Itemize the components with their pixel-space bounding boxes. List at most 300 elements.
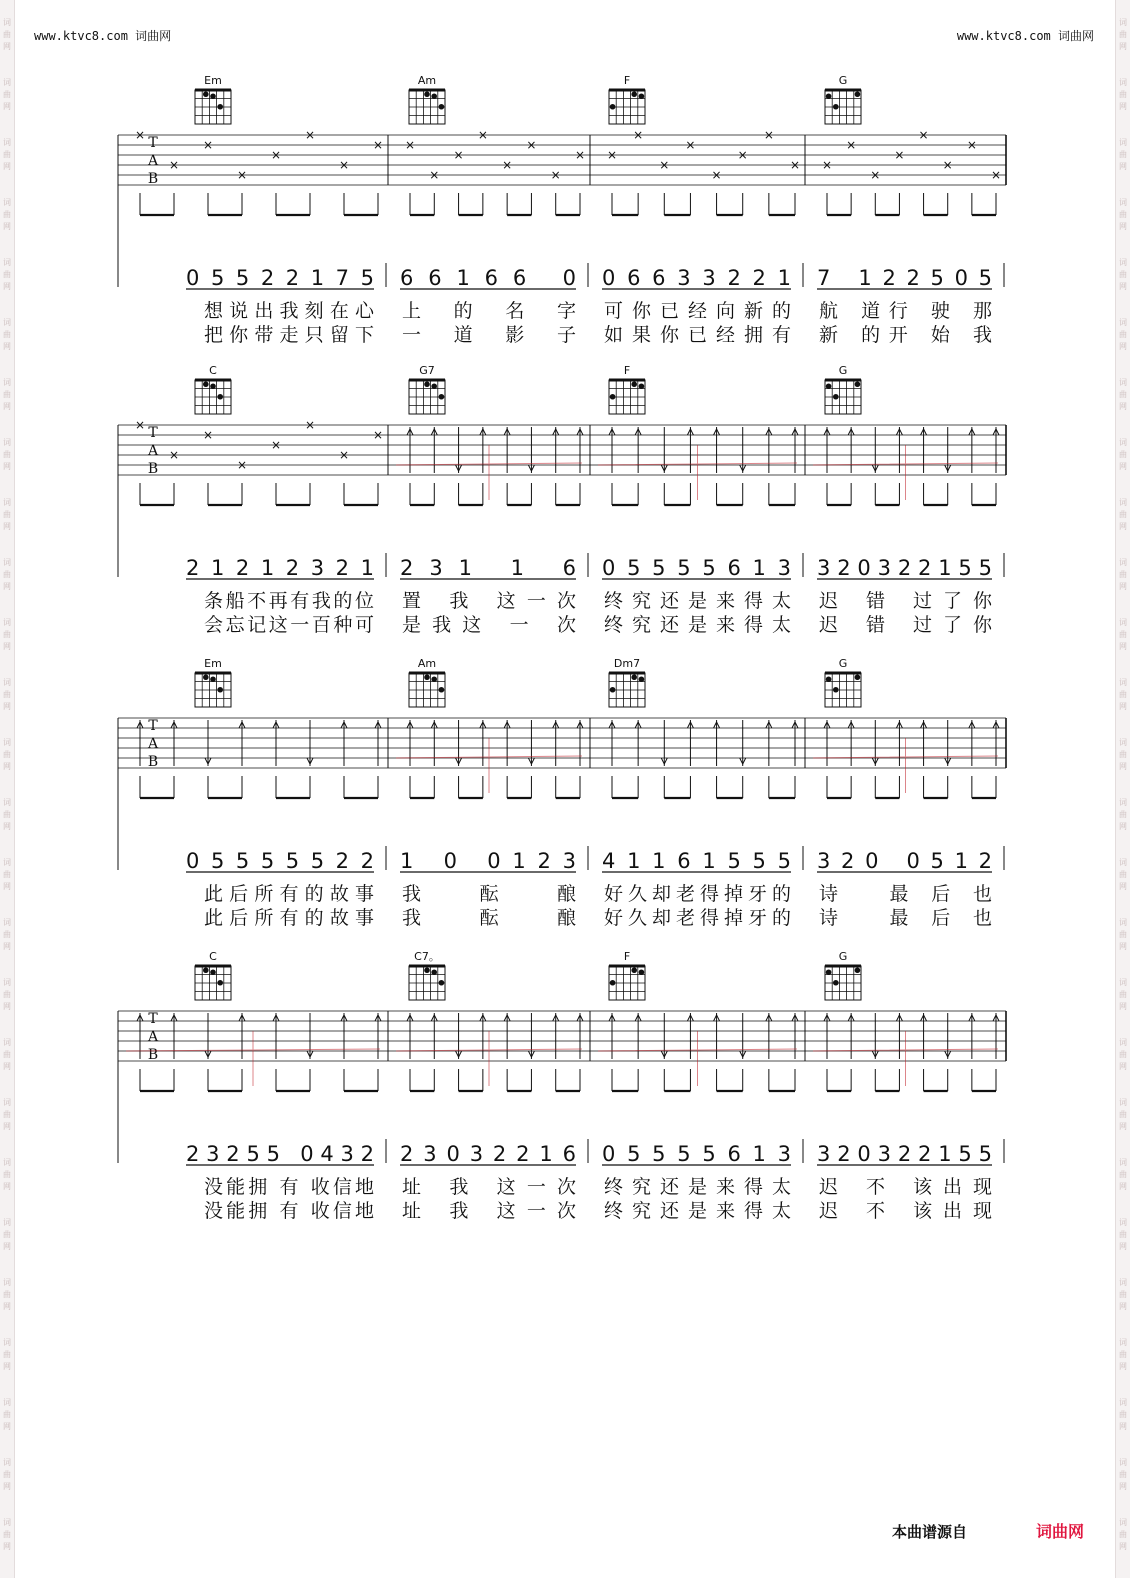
watermark-glyph: 曲: [3, 750, 11, 759]
chord-finger-dot: [203, 91, 209, 97]
chord-finger-dot: [826, 383, 832, 389]
tab-note-x: ×: [202, 138, 214, 152]
watermark-glyph: 词: [3, 1218, 11, 1227]
chord-finger-dot: [631, 967, 637, 973]
lyric-line-1: 可你已经向新的: [604, 300, 791, 322]
tab-note-x: ×: [659, 158, 670, 172]
lyric-line-2: 迟 错 过了你: [819, 614, 992, 636]
chord-name: C7。: [414, 950, 440, 963]
lyric-line-2: 把你带走只留下: [204, 324, 374, 346]
watermark-glyph: 网: [1119, 1422, 1127, 1431]
watermark-glyph: 词: [1119, 738, 1127, 747]
watermark-glyph: 网: [1119, 1542, 1127, 1551]
watermark-glyph: 词: [3, 738, 11, 747]
watermark-glyph: 网: [3, 762, 11, 771]
lyric-line-2: 好久却老得掉牙的: [604, 907, 791, 929]
watermark-glyph: 词: [3, 918, 11, 927]
watermark-glyph: 曲: [1119, 510, 1127, 519]
chord-finger-dot: [210, 383, 216, 389]
watermark-glyph: 网: [1119, 1062, 1127, 1071]
watermark-glyph: 网: [3, 222, 11, 231]
watermark-glyph: 词: [3, 1338, 11, 1347]
watermark-glyph: 曲: [3, 1230, 11, 1239]
tab-note-x: ×: [168, 448, 180, 462]
watermark-glyph: 网: [3, 102, 11, 111]
chord-name: G: [838, 657, 848, 670]
watermark-glyph: 网: [3, 1362, 11, 1371]
lyric-line-1: 没能拥 有 收信地: [204, 1176, 374, 1198]
watermark-glyph: 词: [3, 378, 11, 387]
watermark-glyph: 网: [3, 702, 11, 711]
tab-note-x: ×: [168, 158, 180, 172]
watermark-glyph: 网: [1119, 882, 1127, 891]
watermark-glyph: 曲: [3, 1290, 11, 1299]
tab-note-x: ×: [966, 138, 977, 152]
chord-finger-dot: [610, 104, 616, 110]
jianpu-measure-numbers: 05555613: [602, 1142, 791, 1166]
watermark-glyph: 曲: [1119, 930, 1127, 939]
watermark-glyph: 曲: [3, 90, 11, 99]
tab-note-x: ×: [574, 148, 586, 162]
watermark-glyph: 网: [3, 462, 11, 471]
lyric-line-2: 如果你已经拥有: [604, 324, 791, 346]
watermark-glyph: 曲: [1119, 90, 1127, 99]
watermark-glyph: 曲: [3, 930, 11, 939]
watermark-glyph: 网: [1119, 642, 1127, 651]
chord-finger-dot: [431, 969, 437, 975]
watermark-glyph: 网: [3, 642, 11, 651]
watermark-glyph: 词: [1119, 978, 1127, 987]
lyric-line-1: 迟 错 过了你: [819, 590, 992, 612]
watermark-glyph: 网: [1119, 402, 1127, 411]
watermark-glyph: 词: [1119, 78, 1127, 87]
chord-name: G: [838, 364, 848, 377]
watermark-glyph: 网: [3, 1482, 11, 1491]
jianpu-measure-numbers: 320322155: [817, 1142, 992, 1166]
system-4: [118, 950, 1006, 1222]
jianpu-measure-numbers: 7 122505: [817, 266, 992, 290]
tab-note-x: ×: [990, 168, 1002, 182]
chord-finger-dot: [424, 674, 430, 680]
watermark-glyph: 网: [1119, 1002, 1127, 1011]
watermark-glyph: 词: [1119, 858, 1127, 867]
tab-note-x: ×: [134, 418, 146, 432]
watermark-glyph: 曲: [1119, 30, 1127, 39]
watermark-glyph: 曲: [1119, 810, 1127, 819]
chord-finger-dot: [826, 969, 832, 975]
chord-name: Am: [417, 657, 437, 670]
chord-finger-dot: [631, 381, 637, 387]
watermark-glyph: 词: [3, 618, 11, 627]
chord-name: F: [623, 364, 631, 377]
watermark-glyph: 曲: [3, 570, 11, 579]
chord-finger-dot: [639, 676, 645, 682]
red-annotation-mark: [126, 1031, 380, 1086]
watermark-glyph: 网: [1119, 102, 1127, 111]
tab-note-x: ×: [870, 168, 881, 182]
tab-note-x: ×: [894, 148, 905, 162]
watermark-glyph: 词: [1119, 1518, 1127, 1527]
watermark-glyph: 网: [3, 162, 11, 171]
watermark-glyph: 曲: [3, 1470, 11, 1479]
chord-finger-dot: [639, 969, 645, 975]
watermark-glyph: 曲: [1119, 210, 1127, 219]
watermark-glyph: 词: [3, 198, 11, 207]
watermark-glyph: 曲: [3, 210, 11, 219]
chord-finger-dot: [217, 394, 223, 400]
lyric-line-1: 想说出我刻在心: [204, 300, 374, 322]
watermark-glyph: 曲: [3, 990, 11, 999]
watermark-glyph: 曲: [3, 150, 11, 159]
header-left-site: www.ktvc8.com 词曲网: [34, 29, 172, 43]
system-2: [118, 364, 1006, 636]
jianpu-measure-numbers: 41161555: [602, 849, 791, 873]
tab-note-x: ×: [429, 168, 440, 182]
system-3: [118, 657, 1006, 929]
chord-finger-dot: [826, 676, 832, 682]
watermark-glyph: 词: [3, 438, 11, 447]
tab-clef-letter: T: [148, 425, 158, 441]
red-annotation-mark: [396, 1031, 582, 1086]
watermark-glyph: 曲: [3, 510, 11, 519]
watermark-glyph: 曲: [3, 1410, 11, 1419]
watermark-glyph: 词: [3, 138, 11, 147]
tab-note-x: ×: [502, 158, 513, 172]
watermark-glyph: 曲: [1119, 1230, 1127, 1239]
watermark-glyph: 网: [1119, 762, 1127, 771]
tab-note-x: ×: [821, 158, 833, 172]
chord-finger-dot: [439, 104, 445, 110]
chord-finger-dot: [439, 687, 445, 693]
watermark-glyph: 词: [1119, 1278, 1127, 1287]
tab-note-x: ×: [526, 138, 537, 152]
tab-clef-letter: B: [147, 171, 159, 187]
tab-note-x: ×: [918, 128, 929, 142]
watermark-glyph: 曲: [1119, 1110, 1127, 1119]
jianpu-measure-numbers: 320322155: [817, 556, 992, 580]
watermark-glyph: 曲: [3, 390, 11, 399]
watermark-glyph: 曲: [3, 1110, 11, 1119]
lyric-line-2: 新 的开 始 我: [819, 324, 992, 346]
footer-source-label: 本曲谱源自: [892, 1523, 968, 1541]
tab-note-x: ×: [404, 138, 416, 152]
red-annotation-mark: [598, 1031, 797, 1086]
watermark-glyph: 网: [3, 1182, 11, 1191]
tab-clef-letter: A: [147, 153, 159, 169]
watermark-glyph: 曲: [1119, 990, 1127, 999]
watermark-glyph: 词: [1119, 618, 1127, 627]
tab-note-x: ×: [338, 448, 350, 462]
chord-finger-dot: [217, 687, 223, 693]
watermark-glyph: 曲: [3, 870, 11, 879]
watermark-glyph: 曲: [1119, 1410, 1127, 1419]
tab-note-x: ×: [270, 148, 282, 162]
watermark-glyph: 曲: [1119, 330, 1127, 339]
tab-note-x: ×: [477, 128, 488, 142]
watermark-glyph: 网: [3, 1242, 11, 1251]
watermark-glyph: 曲: [1119, 1050, 1127, 1059]
chord-finger-dot: [610, 980, 616, 986]
watermark-glyph: 词: [3, 978, 11, 987]
chord-finger-dot: [439, 980, 445, 986]
watermark-glyph: 曲: [1119, 750, 1127, 759]
chord-finger-dot: [431, 93, 437, 99]
watermark-glyph: 曲: [1119, 1350, 1127, 1359]
watermark-glyph: 词: [3, 1518, 11, 1527]
watermark-glyph: 词: [1119, 438, 1127, 447]
watermark-glyph: 曲: [1119, 1470, 1127, 1479]
watermark-glyph: 网: [3, 582, 11, 591]
chord-finger-dot: [855, 381, 861, 387]
lyric-line-1: 终究还是来得太: [604, 1176, 791, 1198]
chord-name: G7: [419, 364, 435, 377]
watermark-glyph: 网: [3, 42, 11, 51]
watermark-glyph: 词: [1119, 558, 1127, 567]
tab-note-x: ×: [685, 138, 696, 152]
watermark-glyph: 网: [1119, 42, 1127, 51]
tab-note-x: ×: [711, 168, 722, 182]
watermark-glyph: 词: [3, 558, 11, 567]
jianpu-measure-numbers: 05522175: [186, 266, 374, 290]
watermark-glyph: 网: [3, 1062, 11, 1071]
watermark-glyph: 曲: [3, 450, 11, 459]
watermark-glyph: 词: [1119, 498, 1127, 507]
watermark-glyph: 网: [1119, 582, 1127, 591]
watermark-glyph: 曲: [1119, 1170, 1127, 1179]
watermark-glyph: 网: [1119, 1302, 1127, 1311]
watermark-glyph: 曲: [3, 30, 11, 39]
chord-name: G: [838, 950, 848, 963]
lyric-line-1: 迟 不 该出现: [819, 1176, 992, 1198]
chord-finger-dot: [424, 381, 430, 387]
tab-note-x: ×: [236, 168, 248, 182]
tab-note-x: ×: [134, 128, 146, 142]
watermark-glyph: 曲: [3, 1050, 11, 1059]
lyric-line-1: 上的名字: [402, 300, 576, 322]
lyric-line-2: 会忘记这一百种可: [204, 614, 374, 636]
chord-name: F: [623, 950, 631, 963]
jianpu-measure-numbers: 21212321: [186, 556, 374, 580]
watermark-glyph: 词: [1119, 18, 1127, 27]
red-annotation-mark: [396, 738, 582, 793]
tab-clef-letter: B: [147, 1047, 159, 1063]
tab-note-x: ×: [550, 168, 561, 182]
lyric-line-2: 迟 不 该出现: [819, 1200, 992, 1222]
watermark-glyph: 词: [1119, 1398, 1127, 1407]
tab-note-x: ×: [338, 158, 350, 172]
watermark-glyph: 网: [1119, 702, 1127, 711]
chord-finger-dot: [855, 674, 861, 680]
chord-finger-dot: [610, 394, 616, 400]
tab-note-x: ×: [846, 138, 857, 152]
jianpu-measure-numbers: 23255 0432: [186, 1142, 374, 1166]
watermark-glyph: 曲: [1119, 390, 1127, 399]
watermark-glyph: 词: [3, 1158, 11, 1167]
chord-name: G: [838, 74, 848, 87]
watermark-glyph: 曲: [1119, 570, 1127, 579]
watermark-glyph: 曲: [1119, 690, 1127, 699]
tab-clef-letter: A: [147, 443, 159, 459]
tab-clef-letter: T: [148, 718, 158, 734]
lyric-line-2: 此后所有的故事: [204, 907, 374, 929]
watermark-glyph: 网: [1119, 1122, 1127, 1131]
watermark-glyph: 词: [3, 18, 11, 27]
tab-clef-letter: B: [147, 461, 159, 477]
watermark-glyph: 曲: [3, 690, 11, 699]
tab-note-x: ×: [942, 158, 953, 172]
header-right-site: www.ktvc8.com 词曲网: [956, 29, 1094, 43]
watermark-glyph: 曲: [1119, 870, 1127, 879]
watermark-glyph: 网: [1119, 222, 1127, 231]
system-1: [118, 74, 1006, 346]
lyric-line-2: 一道影子: [402, 324, 576, 346]
chord-finger-dot: [203, 967, 209, 973]
tab-note-x: ×: [763, 128, 774, 142]
tab-note-x: ×: [372, 428, 384, 442]
chord-name: Em: [204, 657, 222, 670]
watermark-glyph: 网: [3, 1002, 11, 1011]
watermark-glyph: 网: [1119, 942, 1127, 951]
chord-finger-dot: [424, 967, 430, 973]
watermark-glyph: 词: [1119, 1458, 1127, 1467]
footer-brand: 词曲网: [1036, 1522, 1085, 1541]
lyric-line-1: 此后所有的故事: [204, 883, 374, 905]
chord-finger-dot: [639, 93, 645, 99]
tab-note-x: ×: [202, 428, 214, 442]
watermark-glyph: 词: [3, 1038, 11, 1047]
chord-finger-dot: [424, 91, 430, 97]
watermark-glyph: 网: [1119, 1242, 1127, 1251]
watermark-glyph: 网: [3, 942, 11, 951]
tab-clef-letter: A: [147, 1029, 159, 1045]
watermark-glyph: 网: [3, 822, 11, 831]
watermark-glyph: 词: [3, 1398, 11, 1407]
chord-finger-dot: [439, 394, 445, 400]
watermark-glyph: 词: [3, 78, 11, 87]
watermark-glyph: 网: [1119, 462, 1127, 471]
watermark-glyph: 网: [3, 1122, 11, 1131]
chord-finger-dot: [855, 967, 861, 973]
watermark-glyph: 词: [1119, 1218, 1127, 1227]
watermark-glyph: 词: [1119, 1158, 1127, 1167]
chord-finger-dot: [610, 687, 616, 693]
watermark-glyph: 词: [1119, 318, 1127, 327]
red-annotation-mark: [813, 738, 998, 793]
watermark-glyph: 词: [3, 1458, 11, 1467]
chord-finger-dot: [833, 980, 839, 986]
chord-finger-dot: [217, 980, 223, 986]
lyric-line-2: 址 我 这一次: [402, 1200, 576, 1222]
watermark-glyph: 网: [3, 1542, 11, 1551]
watermark-glyph: 词: [3, 1278, 11, 1287]
lyric-line-2: 我酝酿: [402, 907, 576, 929]
watermark-glyph: 曲: [3, 1530, 11, 1539]
tab-note-x: ×: [606, 148, 618, 162]
watermark-glyph: 网: [3, 1422, 11, 1431]
tab-note-x: ×: [789, 158, 801, 172]
watermark-glyph: 词: [3, 798, 11, 807]
watermark-glyph: 词: [1119, 798, 1127, 807]
jianpu-measure-numbers: 23032216: [400, 1142, 576, 1166]
chord-finger-dot: [210, 969, 216, 975]
watermark-glyph: 曲: [3, 630, 11, 639]
tab-clef-letter: T: [148, 135, 158, 151]
chord-name: Am: [417, 74, 437, 87]
lyric-line-2: 是我这 一 次: [402, 614, 576, 636]
lyric-line-2: 诗 最后也: [819, 907, 992, 929]
chord-finger-dot: [203, 674, 209, 680]
jianpu-measure-numbers: 1 0 0123: [400, 849, 576, 873]
chord-finger-dot: [431, 383, 437, 389]
watermark-glyph: 曲: [1119, 1290, 1127, 1299]
watermark-glyph: 词: [1119, 258, 1127, 267]
watermark-glyph: 词: [3, 1098, 11, 1107]
jianpu-measure-numbers: 06633221: [602, 266, 791, 290]
chord-name: C: [209, 364, 217, 377]
lyric-line-1: 好久却老得掉牙的: [604, 883, 791, 905]
watermark-glyph: 曲: [1119, 270, 1127, 279]
tab-clef-letter: T: [148, 1011, 158, 1027]
jianpu-measure-numbers: 231 1 6: [400, 556, 576, 580]
lyric-line-2: 终究还是来得太: [604, 614, 791, 636]
watermark-glyph: 网: [3, 522, 11, 531]
tab-note-x: ×: [633, 128, 644, 142]
chord-finger-dot: [833, 394, 839, 400]
watermark-glyph: 词: [3, 498, 11, 507]
chord-name: F: [623, 74, 631, 87]
watermark-glyph: 曲: [1119, 1530, 1127, 1539]
chord-finger-dot: [631, 91, 637, 97]
watermark-glyph: 网: [3, 882, 11, 891]
tab-note-x: ×: [737, 148, 748, 162]
chord-finger-dot: [855, 91, 861, 97]
watermark-glyph: 网: [3, 402, 11, 411]
lyric-line-1: 我酝酿: [402, 883, 576, 905]
watermark-glyph: 曲: [3, 1170, 11, 1179]
watermark-glyph: 曲: [1119, 450, 1127, 459]
tab-note-x: ×: [372, 138, 384, 152]
chord-finger-dot: [210, 93, 216, 99]
watermark-glyph: 词: [1119, 138, 1127, 147]
watermark-glyph: 网: [1119, 1362, 1127, 1371]
chord-name: C: [209, 950, 217, 963]
chord-finger-dot: [826, 93, 832, 99]
watermark-glyph: 词: [3, 858, 11, 867]
watermark-glyph: 网: [1119, 1482, 1127, 1491]
tab-note-x: ×: [236, 458, 248, 472]
chord-name: Em: [204, 74, 222, 87]
tab-clef-letter: B: [147, 754, 159, 770]
watermark-glyph: 曲: [1119, 630, 1127, 639]
watermark-glyph: 网: [3, 282, 11, 291]
chord-name: Dm7: [613, 657, 641, 670]
watermark-glyph: 词: [1119, 198, 1127, 207]
lyric-line-1: 置 我 这一次: [402, 590, 576, 612]
chord-finger-dot: [631, 674, 637, 680]
tab-note-x: ×: [304, 128, 316, 142]
jianpu-measure-numbers: 05555522: [186, 849, 374, 873]
chord-finger-dot: [431, 676, 437, 682]
jianpu-measure-numbers: 320 0512: [817, 849, 992, 873]
red-annotation-mark: [813, 445, 998, 500]
chord-finger-dot: [833, 104, 839, 110]
tab-clef-letter: A: [147, 736, 159, 752]
tab-note-x: ×: [270, 438, 282, 452]
watermark-glyph: 词: [1119, 1098, 1127, 1107]
red-annotation-mark: [396, 445, 582, 500]
chord-finger-dot: [833, 687, 839, 693]
watermark-glyph: 曲: [3, 1350, 11, 1359]
